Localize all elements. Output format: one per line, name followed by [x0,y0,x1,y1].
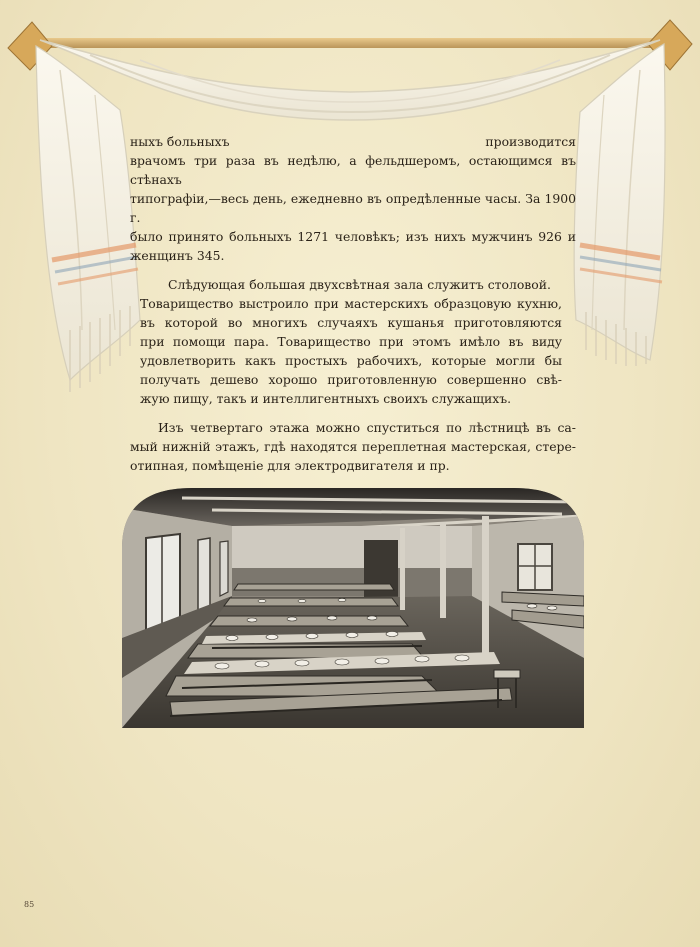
curtain-rod [20,38,680,48]
p2-line6: получать дешево хорошо приготовленную совершенно свѣ- [140,372,562,387]
body-text [130,132,576,475]
swag-cloth [40,40,660,120]
right-panel-cloth [574,44,665,360]
p1-line1-left: ныхъ больныхъ [130,134,230,149]
p2-line5: удовлетворить какъ простыхъ рабочихъ, которые могли бы [140,353,562,368]
p1-line2: врачомъ три раза въ недѣлю, а фельдшеромъ, остающимся въ стѣнахъ [130,153,576,187]
p1-line4: было принято больныхъ 1271 человѣкъ; изъ нихъ мужчинъ 926 и [130,229,576,244]
p1-line1-right: производится [485,134,576,149]
dining-hall-photo [122,488,584,728]
left-panel-cloth [36,46,140,380]
paragraph-3 [130,418,576,475]
p3-line3: отипная, помѣщеніе для электродвигателя и пр. [130,458,450,473]
p1-first-line [130,132,576,151]
paragraph-2 [130,275,562,408]
p2-line4: при помощи пара. Товарищество при этомъ имѣло въ виду [140,334,562,349]
p2-line2: Товарищество выстроило при мастерскихъ образцовую кухню, [140,296,562,311]
p1-line3: типографіи,—весь день, ежедневно въ опредѣленные часы. За 1900 г. [130,191,576,225]
page-number: 85 [24,900,35,909]
p3-line1: Изъ четвертаго этажа можно спуститься по лѣстницѣ въ са- [158,420,576,435]
p3-line2: мый нижній этажъ, гдѣ находятся переплетная мастерская, стере- [130,439,576,454]
p1-line5: женщинъ 345. [130,248,225,263]
paragraph-1 [130,132,576,265]
p2-line7: жую пищу, такъ и интеллигентныхъ своихъ служащихъ. [140,391,512,406]
p2-line3: въ которой во многихъ случаяхъ кушанья приготовляются [140,315,562,330]
p2-line1: Слѣдующая большая двухсвѣтная зала служитъ столовой. [168,277,551,292]
